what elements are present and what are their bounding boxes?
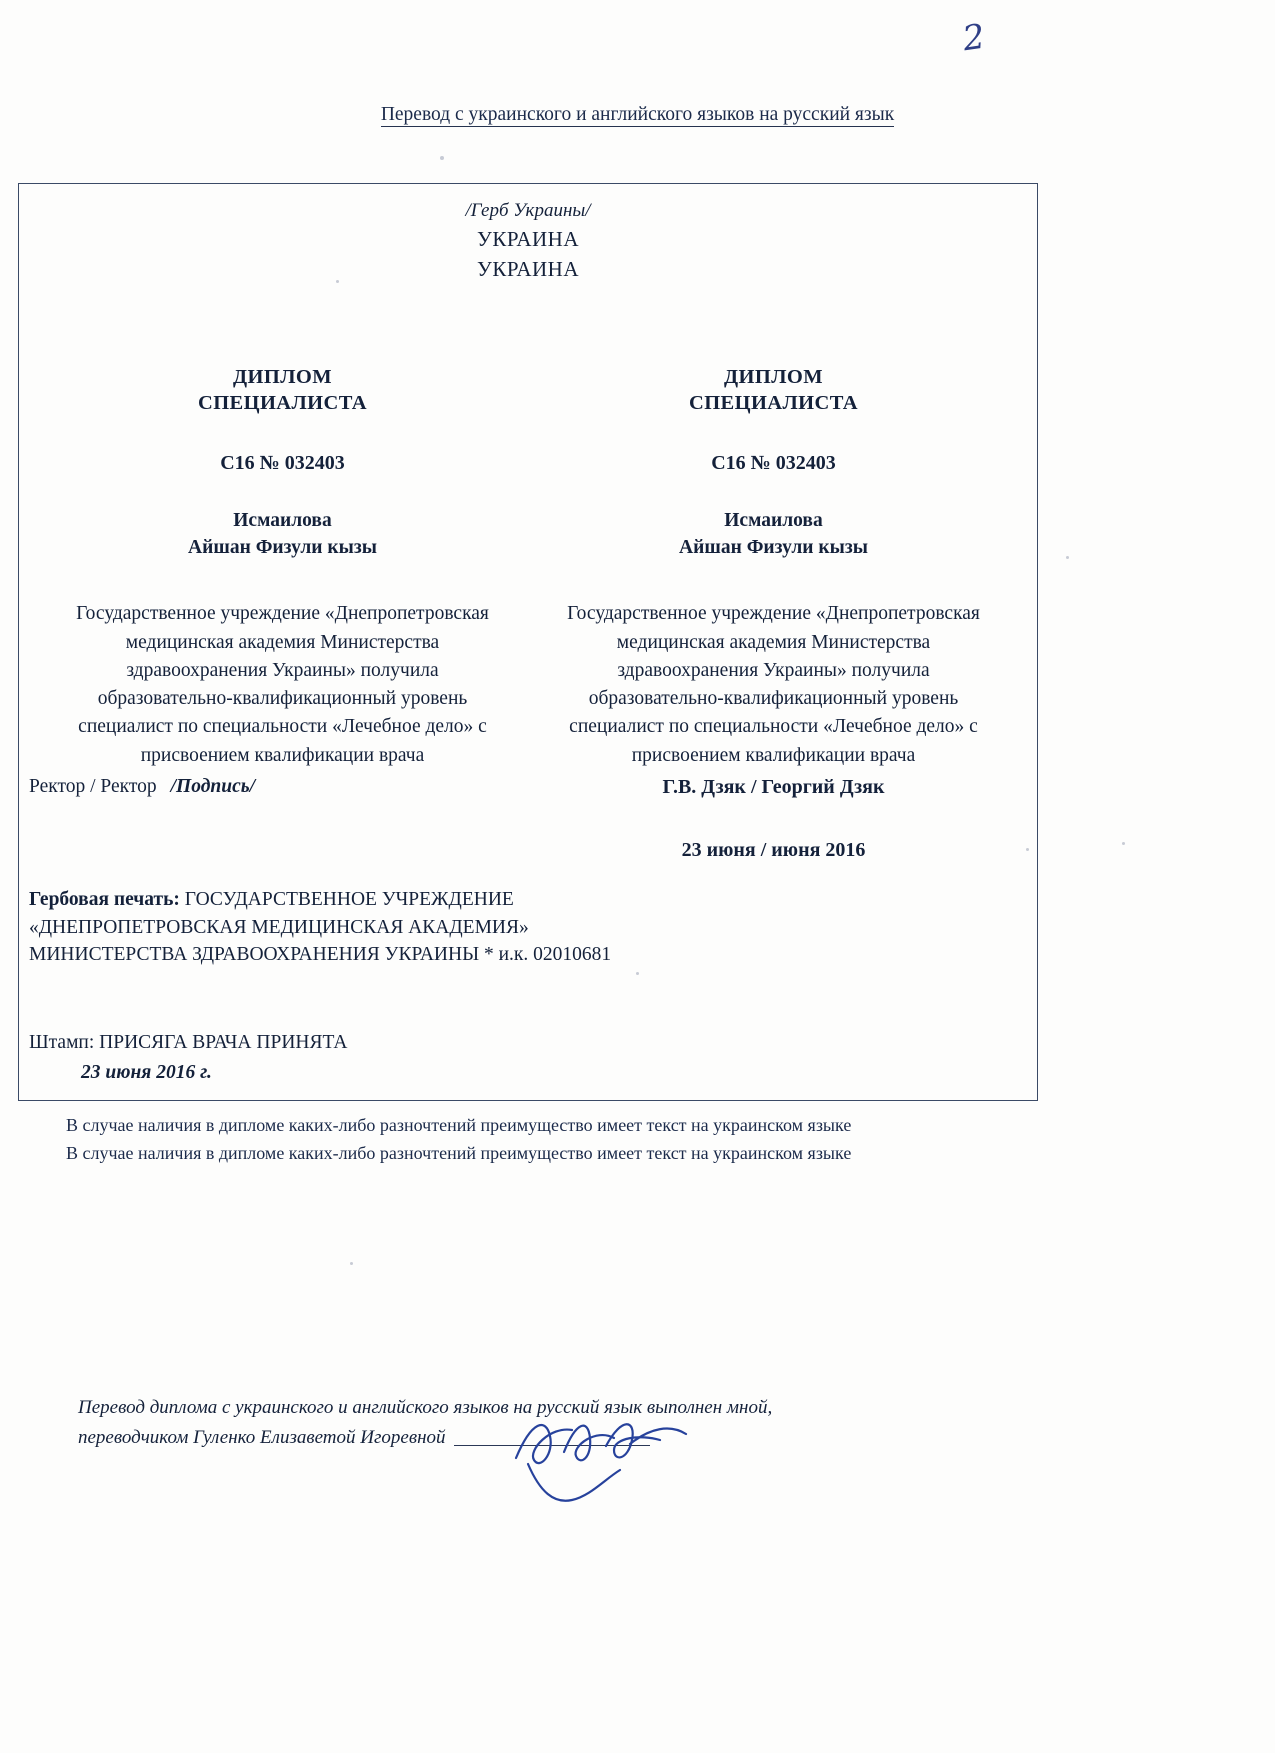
scan-speck xyxy=(350,1262,353,1265)
seal-text: ГОСУДАРСТВЕННОЕ УЧРЕЖДЕНИЕ «ДНЕПРОПЕТРОВСКАЯ МЕДИЦИНСКАЯ АКАДЕМИЯ» МИНИСТЕРСТВА ЗДРАВООХРАНЕНИЯ УКРАИНЫ * и.к. 02010681 xyxy=(29,889,612,966)
holder-surname-left: Исмаилова xyxy=(233,510,332,532)
translator-line-1: Перевод диплома с украинского и английского языков на русский язык выполнен мной, xyxy=(78,1397,773,1418)
country-line-ukrainian: УКРАИНА xyxy=(476,226,580,251)
rector-name: Г.В. Дзяк / Георгий Дзяк xyxy=(662,776,885,798)
scan-speck xyxy=(1066,556,1069,559)
rector-row xyxy=(19,776,1037,862)
diploma-title-left-line2: СПЕЦИАЛИСТА xyxy=(197,392,367,415)
rector-label-block xyxy=(19,776,528,862)
scan-speck xyxy=(336,280,339,283)
diploma-body-right: Государственное учреждение «Днепропетровская медицинская академия Министерства здравоохранения Украины» получила образовательно-квалификационный уровень специалист по специальности «Лечебное дело» с присвоением квалификации врача xyxy=(567,603,980,766)
stamp-label: Штамп: xyxy=(29,1032,95,1053)
diploma-title-right xyxy=(550,364,997,416)
holder-given-names-right: Айшан Физули кызы xyxy=(679,537,868,559)
diploma-body-left: Государственное учреждение «Днепропетровская медицинская академия Министерства здравоохранения Украины» получила образовательно-квалификационный уровень специалист по специальности «Лечебное дело» с присвоением квалификации врача xyxy=(76,603,489,766)
rector-signature-note: /Подпись/ xyxy=(170,776,256,797)
seal-block xyxy=(29,886,649,969)
diploma-column-left xyxy=(19,364,528,770)
holder-surname-right: Исмаилова xyxy=(724,510,823,532)
emblem-block xyxy=(19,198,1037,285)
diploma-translation-frame xyxy=(18,183,1038,1101)
country-line-english: УКРАИНА xyxy=(476,256,580,281)
diploma-serial-right: С16 № 032403 xyxy=(711,452,836,475)
footnotes-block xyxy=(66,1112,1076,1168)
diploma-title-right-line1: ДИПЛОМ xyxy=(724,366,823,388)
diploma-column-right xyxy=(528,364,1037,770)
rector-name-block xyxy=(528,776,1037,862)
stamp-block xyxy=(29,1029,649,1088)
diploma-title-left-line1: ДИПЛОМ xyxy=(233,366,332,388)
diploma-title-right-line2: СПЕЦИАЛИСТА xyxy=(688,392,858,415)
seal-label: Гербовая печать: xyxy=(29,889,180,910)
signature-rule xyxy=(454,1445,650,1446)
stamp-text: ПРИСЯГА ВРАЧА ПРИНЯТА xyxy=(99,1032,348,1053)
footnote-line-2: В случае наличия в дипломе каких-либо разночтений преимущество имеет текст на украинском языке xyxy=(66,1142,852,1163)
scan-speck xyxy=(1122,842,1125,845)
scan-speck xyxy=(440,156,444,160)
diploma-date: 23 июня / июня 2016 xyxy=(681,839,866,861)
handwritten-page-number: 2 xyxy=(960,16,988,60)
holder-given-names-left: Айшан Физули кызы xyxy=(188,537,377,559)
header-text: Перевод с украинского и английского языков на русский язык xyxy=(380,104,895,125)
diploma-holder-left xyxy=(59,508,506,562)
translator-line-2: переводчиком Гуленко Елизаветой Игоревной xyxy=(78,1427,446,1449)
footnote-line-1: В случае наличия в дипломе каких-либо разночтений преимущество имеет текст на украинском языке xyxy=(66,1115,852,1135)
scan-speck xyxy=(1026,848,1029,851)
diploma-serial-left: С16 № 032403 xyxy=(220,452,345,475)
stamp-date: 23 июня 2016 г. xyxy=(81,1062,212,1084)
emblem-caption: /Герб Украины/ xyxy=(465,200,591,221)
translator-line-2-wrapper xyxy=(78,1423,1038,1453)
diploma-holder-right xyxy=(550,508,997,562)
rector-label: Ректор / Ректор xyxy=(29,776,157,797)
scan-speck xyxy=(636,972,639,975)
document-header xyxy=(0,104,1275,126)
diploma-title-left xyxy=(59,364,506,416)
diploma-columns xyxy=(19,364,1037,770)
translator-statement xyxy=(78,1393,1038,1454)
